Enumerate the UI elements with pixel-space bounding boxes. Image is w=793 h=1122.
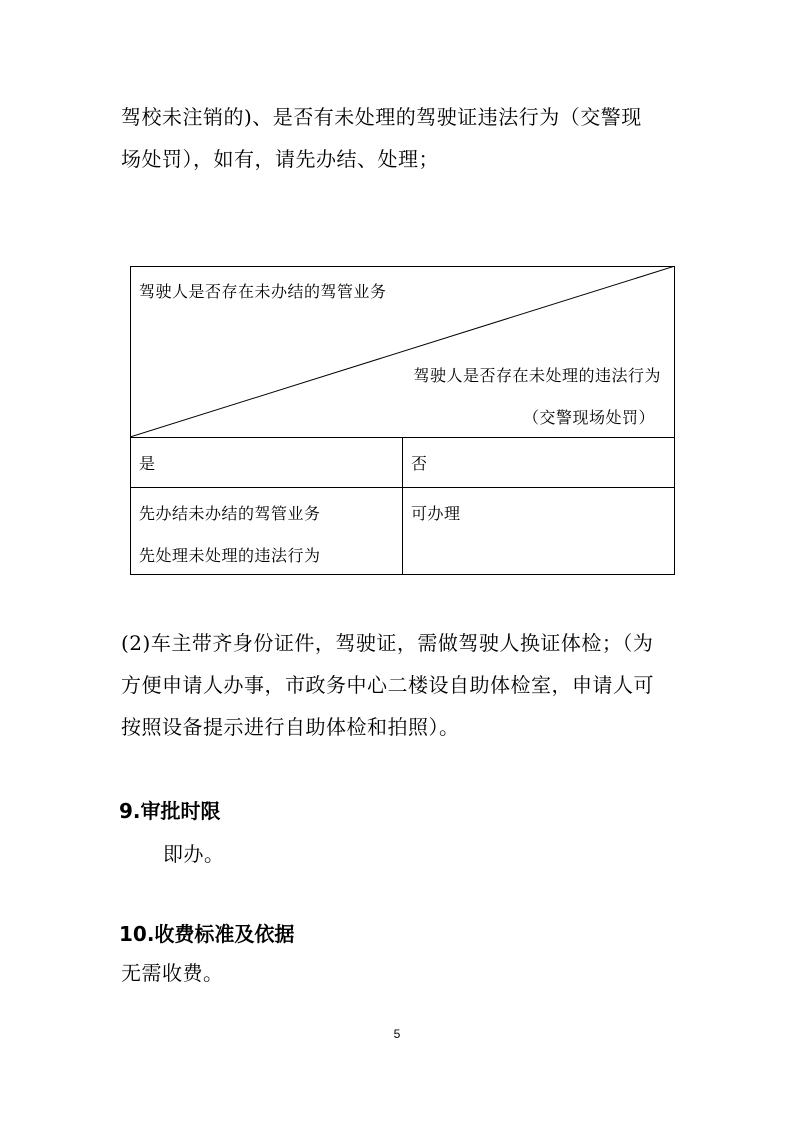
diagonal-top-label: 驾驶人是否存在未办结的驾管业务 — [139, 282, 387, 301]
yes-action-line2: 先处理未处理的违法行为 — [139, 546, 321, 565]
item2-line-1: (2)车主带齐身份证件，驾驶证，需做驾驶人换证体检；（为 — [121, 631, 654, 655]
section10-title: 10.收费标准及依据 — [119, 922, 295, 946]
column-divider-rule — [402, 437, 403, 575]
item2-line-3: 按照设备提示进行自助体检和拍照）。 — [121, 715, 460, 739]
yes-action-line1: 先办结未办结的驾管业务 — [139, 504, 321, 523]
decision-table — [130, 266, 675, 575]
page-number: 5 — [393, 1027, 401, 1041]
diagonal-bottom-label-line2: （交警现场处罚） — [522, 408, 655, 427]
section9-title: 9.审批时限 — [119, 799, 221, 823]
diagonal-bottom-label-line1: 驾驶人是否存在未处理的违法行为 — [413, 366, 661, 385]
section10-body: 无需收费。 — [121, 961, 224, 985]
no-action-text: 可办理 — [411, 504, 461, 523]
item2-line-2: 方便申请人办事，市政务中心二楼设自助体检室，申请人可 — [121, 673, 654, 697]
section9-body: 即办。 — [163, 842, 225, 866]
column-yes-label: 是 — [139, 454, 156, 473]
intro-line-1: 驾校未注销的)、是否有未处理的驾驶证违法行为（交警现 — [121, 105, 642, 129]
intro-line-2: 场处罚），如有，请先办结、处理； — [121, 147, 439, 171]
column-no-label: 否 — [411, 454, 428, 473]
